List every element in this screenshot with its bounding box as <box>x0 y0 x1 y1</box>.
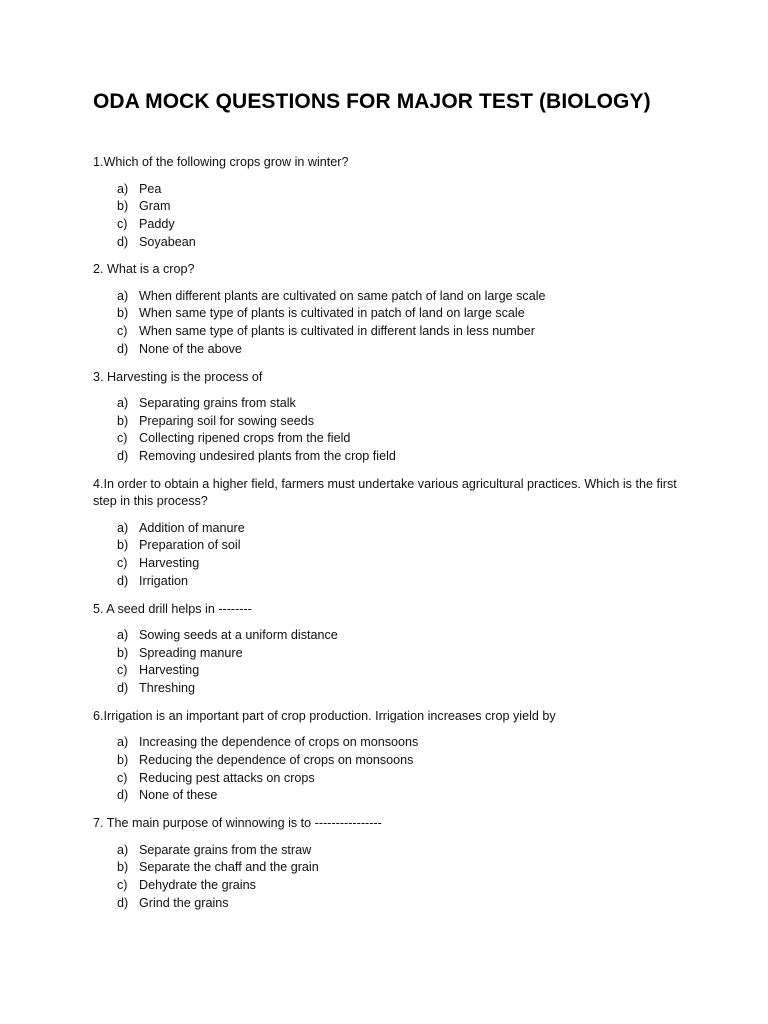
option-letter: d) <box>117 449 129 464</box>
option-text: Grind the grains <box>139 895 229 910</box>
option-item <box>117 448 683 466</box>
question-6 <box>93 708 683 805</box>
option-item <box>117 430 683 448</box>
question-1 <box>93 154 683 251</box>
option-item <box>117 520 683 538</box>
option-letter: b) <box>117 413 129 428</box>
question-text: 5. A seed drill helps in -------- <box>93 601 252 616</box>
option-text: Addition of manure <box>139 520 245 535</box>
option-letter: d) <box>117 895 129 910</box>
option-item <box>117 234 683 252</box>
option-text: Separate grains from the straw <box>139 842 312 857</box>
option-letter: a) <box>117 288 129 303</box>
option-item <box>117 734 683 752</box>
option-text: Increasing the dependence of crops on monsoons <box>139 735 419 750</box>
option-letter: b) <box>117 645 129 660</box>
question-text: 6.Irrigation is an important part of crop production. Irrigation increases crop yield by <box>93 708 556 723</box>
option-letter: d) <box>117 681 129 696</box>
option-text: Gram <box>139 199 171 214</box>
option-letter: d) <box>117 788 129 803</box>
option-letter: a) <box>117 396 129 410</box>
option-letter: c) <box>117 877 128 892</box>
option-item <box>117 680 683 698</box>
option-item <box>117 305 683 323</box>
option-letter: c) <box>117 556 128 571</box>
option-letter: d) <box>117 234 129 249</box>
option-letter: a) <box>117 520 129 535</box>
option-item <box>117 787 683 805</box>
option-letter: d) <box>117 573 129 588</box>
option-text: None of the above <box>139 341 242 356</box>
option-item <box>117 555 683 573</box>
option-letter: b) <box>117 860 129 875</box>
option-text: Pea <box>139 181 162 196</box>
option-item <box>117 573 683 591</box>
option-text: Preparation of soil <box>139 538 241 553</box>
option-item <box>117 770 683 788</box>
option-item <box>117 627 683 645</box>
option-item <box>117 198 683 216</box>
option-letter: a) <box>117 735 129 750</box>
option-text: When same type of plants is cultivated in different lands in less number <box>139 324 535 339</box>
option-text: Removing undesired plants from the crop field <box>139 449 396 464</box>
option-text: Dehydrate the grains <box>139 877 256 892</box>
option-letter: b) <box>117 199 129 214</box>
question-text: 7. The main purpose of winnowing is to ---------------- <box>93 816 382 830</box>
option-letter: c) <box>117 216 128 231</box>
option-text: Reducing the dependence of crops on monsoons <box>139 752 414 767</box>
option-item <box>117 537 683 555</box>
option-text: Preparing soil for sowing seeds <box>139 413 315 428</box>
option-text: When same type of plants is cultivated in patch of land on large scale <box>139 306 525 321</box>
option-text: Collecting ripened crops from the field <box>139 431 351 446</box>
option-list <box>93 734 683 805</box>
option-letter: b) <box>117 306 129 321</box>
option-item <box>117 395 683 413</box>
option-list <box>93 395 683 466</box>
option-list <box>93 520 683 591</box>
option-item <box>117 323 683 341</box>
option-text: Separate the chaff and the grain <box>139 860 319 875</box>
option-letter: c) <box>117 663 128 678</box>
option-text: Reducing pest attacks on crops <box>139 770 315 785</box>
option-text: Threshing <box>139 681 196 696</box>
option-item <box>117 341 683 359</box>
option-item <box>117 216 683 234</box>
option-text: None of these <box>139 788 218 803</box>
option-text: Paddy <box>139 216 175 231</box>
option-list <box>93 181 683 252</box>
question-list <box>93 154 683 922</box>
option-list <box>93 288 683 359</box>
question-5 <box>93 601 683 698</box>
option-text: When different plants are cultivated on same patch of land on large scale <box>139 288 546 303</box>
option-item <box>117 895 683 913</box>
option-item <box>117 842 683 860</box>
question-7 <box>93 815 683 912</box>
option-item <box>117 662 683 680</box>
option-item <box>117 877 683 895</box>
question-2 <box>93 261 683 358</box>
question-text: 2. What is a crop? <box>93 262 195 277</box>
document-title: ODA MOCK QUESTIONS FOR MAJOR TEST (BIOLOGY) <box>93 90 651 113</box>
option-letter: c) <box>117 431 128 446</box>
option-letter: a) <box>117 842 129 857</box>
option-letter: a) <box>117 628 129 642</box>
question-text: 4.In order to obtain a higher field, farmers must undertake various agricultural practices. Which is the first step in this process? <box>93 476 677 509</box>
option-letter: c) <box>117 324 128 339</box>
option-item <box>117 859 683 877</box>
option-text: Separating grains from stalk <box>139 396 296 410</box>
option-item <box>117 752 683 770</box>
option-letter: c) <box>117 770 128 785</box>
option-item <box>117 413 683 431</box>
option-item <box>117 645 683 663</box>
option-text: Soyabean <box>139 234 196 249</box>
question-text: 3. Harvesting is the process of <box>93 369 263 384</box>
option-text: Harvesting <box>139 663 200 678</box>
option-letter: b) <box>117 538 129 553</box>
option-item <box>117 288 683 306</box>
question-text: 1.Which of the following crops grow in winter? <box>93 155 349 169</box>
option-list <box>93 627 683 698</box>
option-text: Spreading manure <box>139 645 243 660</box>
option-letter: b) <box>117 752 129 767</box>
option-letter: d) <box>117 341 129 356</box>
option-text: Sowing seeds at a uniform distance <box>139 628 338 642</box>
option-text: Harvesting <box>139 556 200 571</box>
question-4 <box>93 476 683 591</box>
option-text: Irrigation <box>139 573 188 588</box>
option-item <box>117 181 683 199</box>
question-3 <box>93 369 683 466</box>
option-list <box>93 842 683 913</box>
option-letter: a) <box>117 181 129 196</box>
